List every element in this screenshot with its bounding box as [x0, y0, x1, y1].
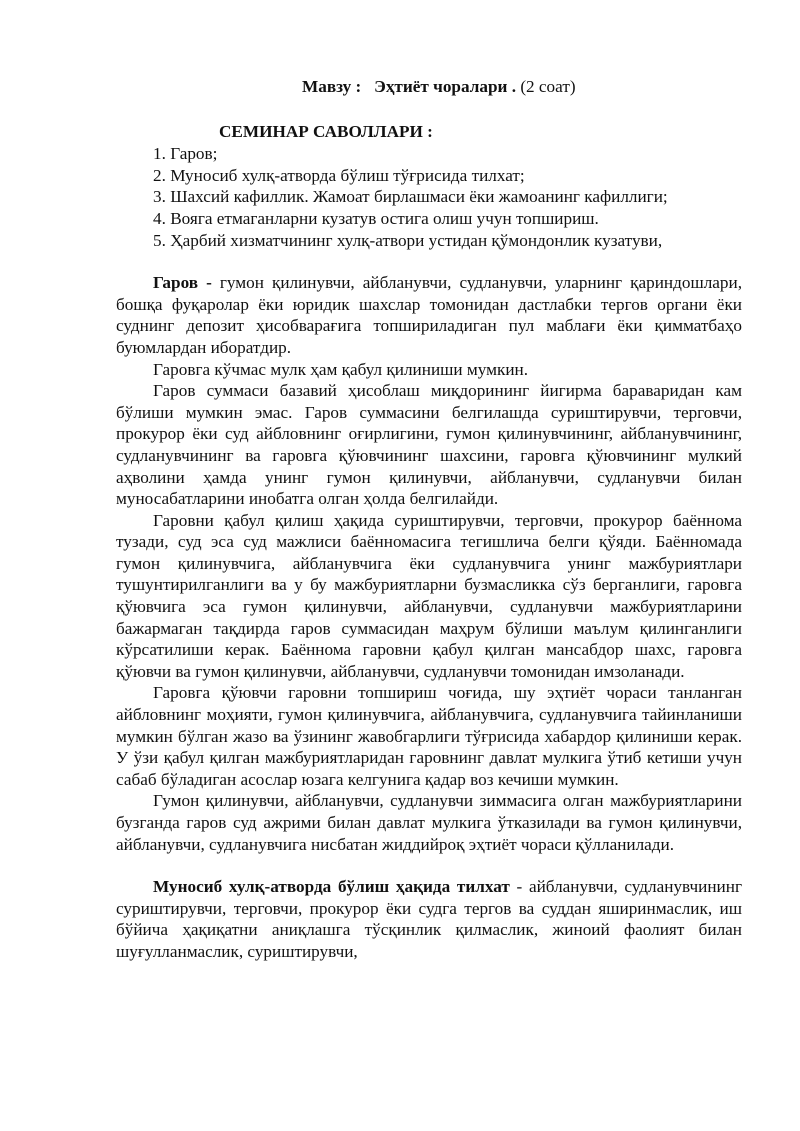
- paragraph: Гаровни қабул қилиш ҳақида суриштирувчи, терговчи, прокурор баённома тузади, суд эса суд мажлиси баённомасига тегишлича белги қўяди. Баённомада гумон қилинувчига, айбланувчига ёки судланувчига унинг мажбуриятлари тушунтирилганлиги ва у бу мажбуриятларни бузмасликка сўз берганлиги, гаровга қўювчига эса гумон қилинувчи, айбланувчи, судланувчи мажбуриятларини бажармаган тақдирда гаров суммасидан маҳрум бўлиши маълум қилинганлиги кўрсатилиши керак. Баённома гаровни қабул қилган мансабдор шахс, гаровга қўювчи ва гумон қилинувчи, айбланувчи, судланувчи томонидан имзоланади.: [116, 510, 742, 681]
- definition-text: - айбланувчи, судланувчининг суриштирувчи, терговчи, прокурор ёки судга тергов ва суддан яширинмаслик, иш бўйича ҳақиқатни аниқлашга тўсқинлик қилмаслик, жиноий фаолият билан шуғулланмаслик, суриштирувчи,: [116, 877, 742, 961]
- seminar-question: 2. Муносиб хулқ-атворда бўлиш тўғрисида тилхат;: [153, 165, 525, 185]
- definition-text: гумон қилинувчи, айбланувчи, судланувчи, уларнинг қариндошлари, бошқа фуқаролар ёки юридик шахслар томонидан дастлабки тергов органи ёки суднинг депозит ҳисобварағига топшириладиган пул маблағи ёки қимматбаҳо буюмлардан иборатдир.: [116, 273, 742, 357]
- topic-name: Эҳтиёт чоралари .: [374, 77, 517, 96]
- paragraph: Гаровга кўчмас мулк ҳам қабул қилиниши мумкин.: [153, 359, 529, 379]
- paragraph: Гаров суммаси базавий ҳисоблаш миқдорининг йигирма бараваридан кам бўлиши мумкин эмас. Гаров суммасини белгилашда суриштирувчи, терговчи, прокурор ёки суд айбловнинг оғирлигини, гумон қилинувчининг, айбланувчининг, судланувчининг ва гаровга қўювчининг шахсини, гаровга қўювчининг мулкий аҳволини ҳамда унинг гумон қилинувчи, айбланувчи, судланувчи билан муносабатларини инобатга олган ҳолда белгилайди.: [116, 381, 742, 509]
- seminar-question: 4. Вояга етмаганларни кузатув остига олиш учун топшириш.: [153, 208, 599, 228]
- paragraph-tilkhat-definition: [116, 876, 742, 962]
- topic-title: [302, 76, 742, 98]
- paragraph-garov-definition: [116, 272, 742, 358]
- topic-label: Мавзу :: [302, 77, 362, 96]
- topic-duration: (2 соат): [520, 77, 576, 96]
- seminar-question: 5. Ҳарбий хизматчининг хулқ-атвори устидан қўмондонлик кузатуви,: [153, 230, 663, 250]
- paragraph: Гумон қилинувчи, айбланувчи, судланувчи зиммасига олган мажбуриятларини бузганда гаров суд ажрими билан давлат мулкига ўтказилади ва гумон қилинувчи, айбланувчи, судланувчига нисбатан жиддийроқ эҳтиёт чораси қўлланилади.: [116, 791, 742, 854]
- document-page: [116, 70, 742, 963]
- seminar-question-list: [153, 143, 742, 251]
- seminar-question: 3. Шахсий кафиллик. Жамоат бирлашмаси ёки жамоанинг кафиллиги;: [153, 187, 668, 207]
- seminar-heading: СЕМИНАР САВОЛЛАРИ :: [219, 121, 433, 141]
- term-tilkhat: Муносиб хулқ-атворда бўлиш ҳақида тилхат: [153, 877, 510, 897]
- seminar-question: 1. Гаров;: [153, 144, 218, 164]
- term-garov: Гаров -: [153, 273, 212, 293]
- paragraph: Гаровга қўювчи гаровни топшириш чоғида, шу эҳтиёт чораси танланган айбловнинг моҳияти, гумон қилинувчига, айбланувчига, судланувчига тайинланиши мумкин бўлган жазо ва ўзининг жавобгарлиги тўғрисида хабардор қилиниши керак. У ўзи қабул қилган мажбуриятларидан гаровнинг давлат мулкига ўтиб кетиши учун сабаб бўладиган асослар юзага келгунига қадар воз кечиши мумкин.: [116, 683, 742, 789]
